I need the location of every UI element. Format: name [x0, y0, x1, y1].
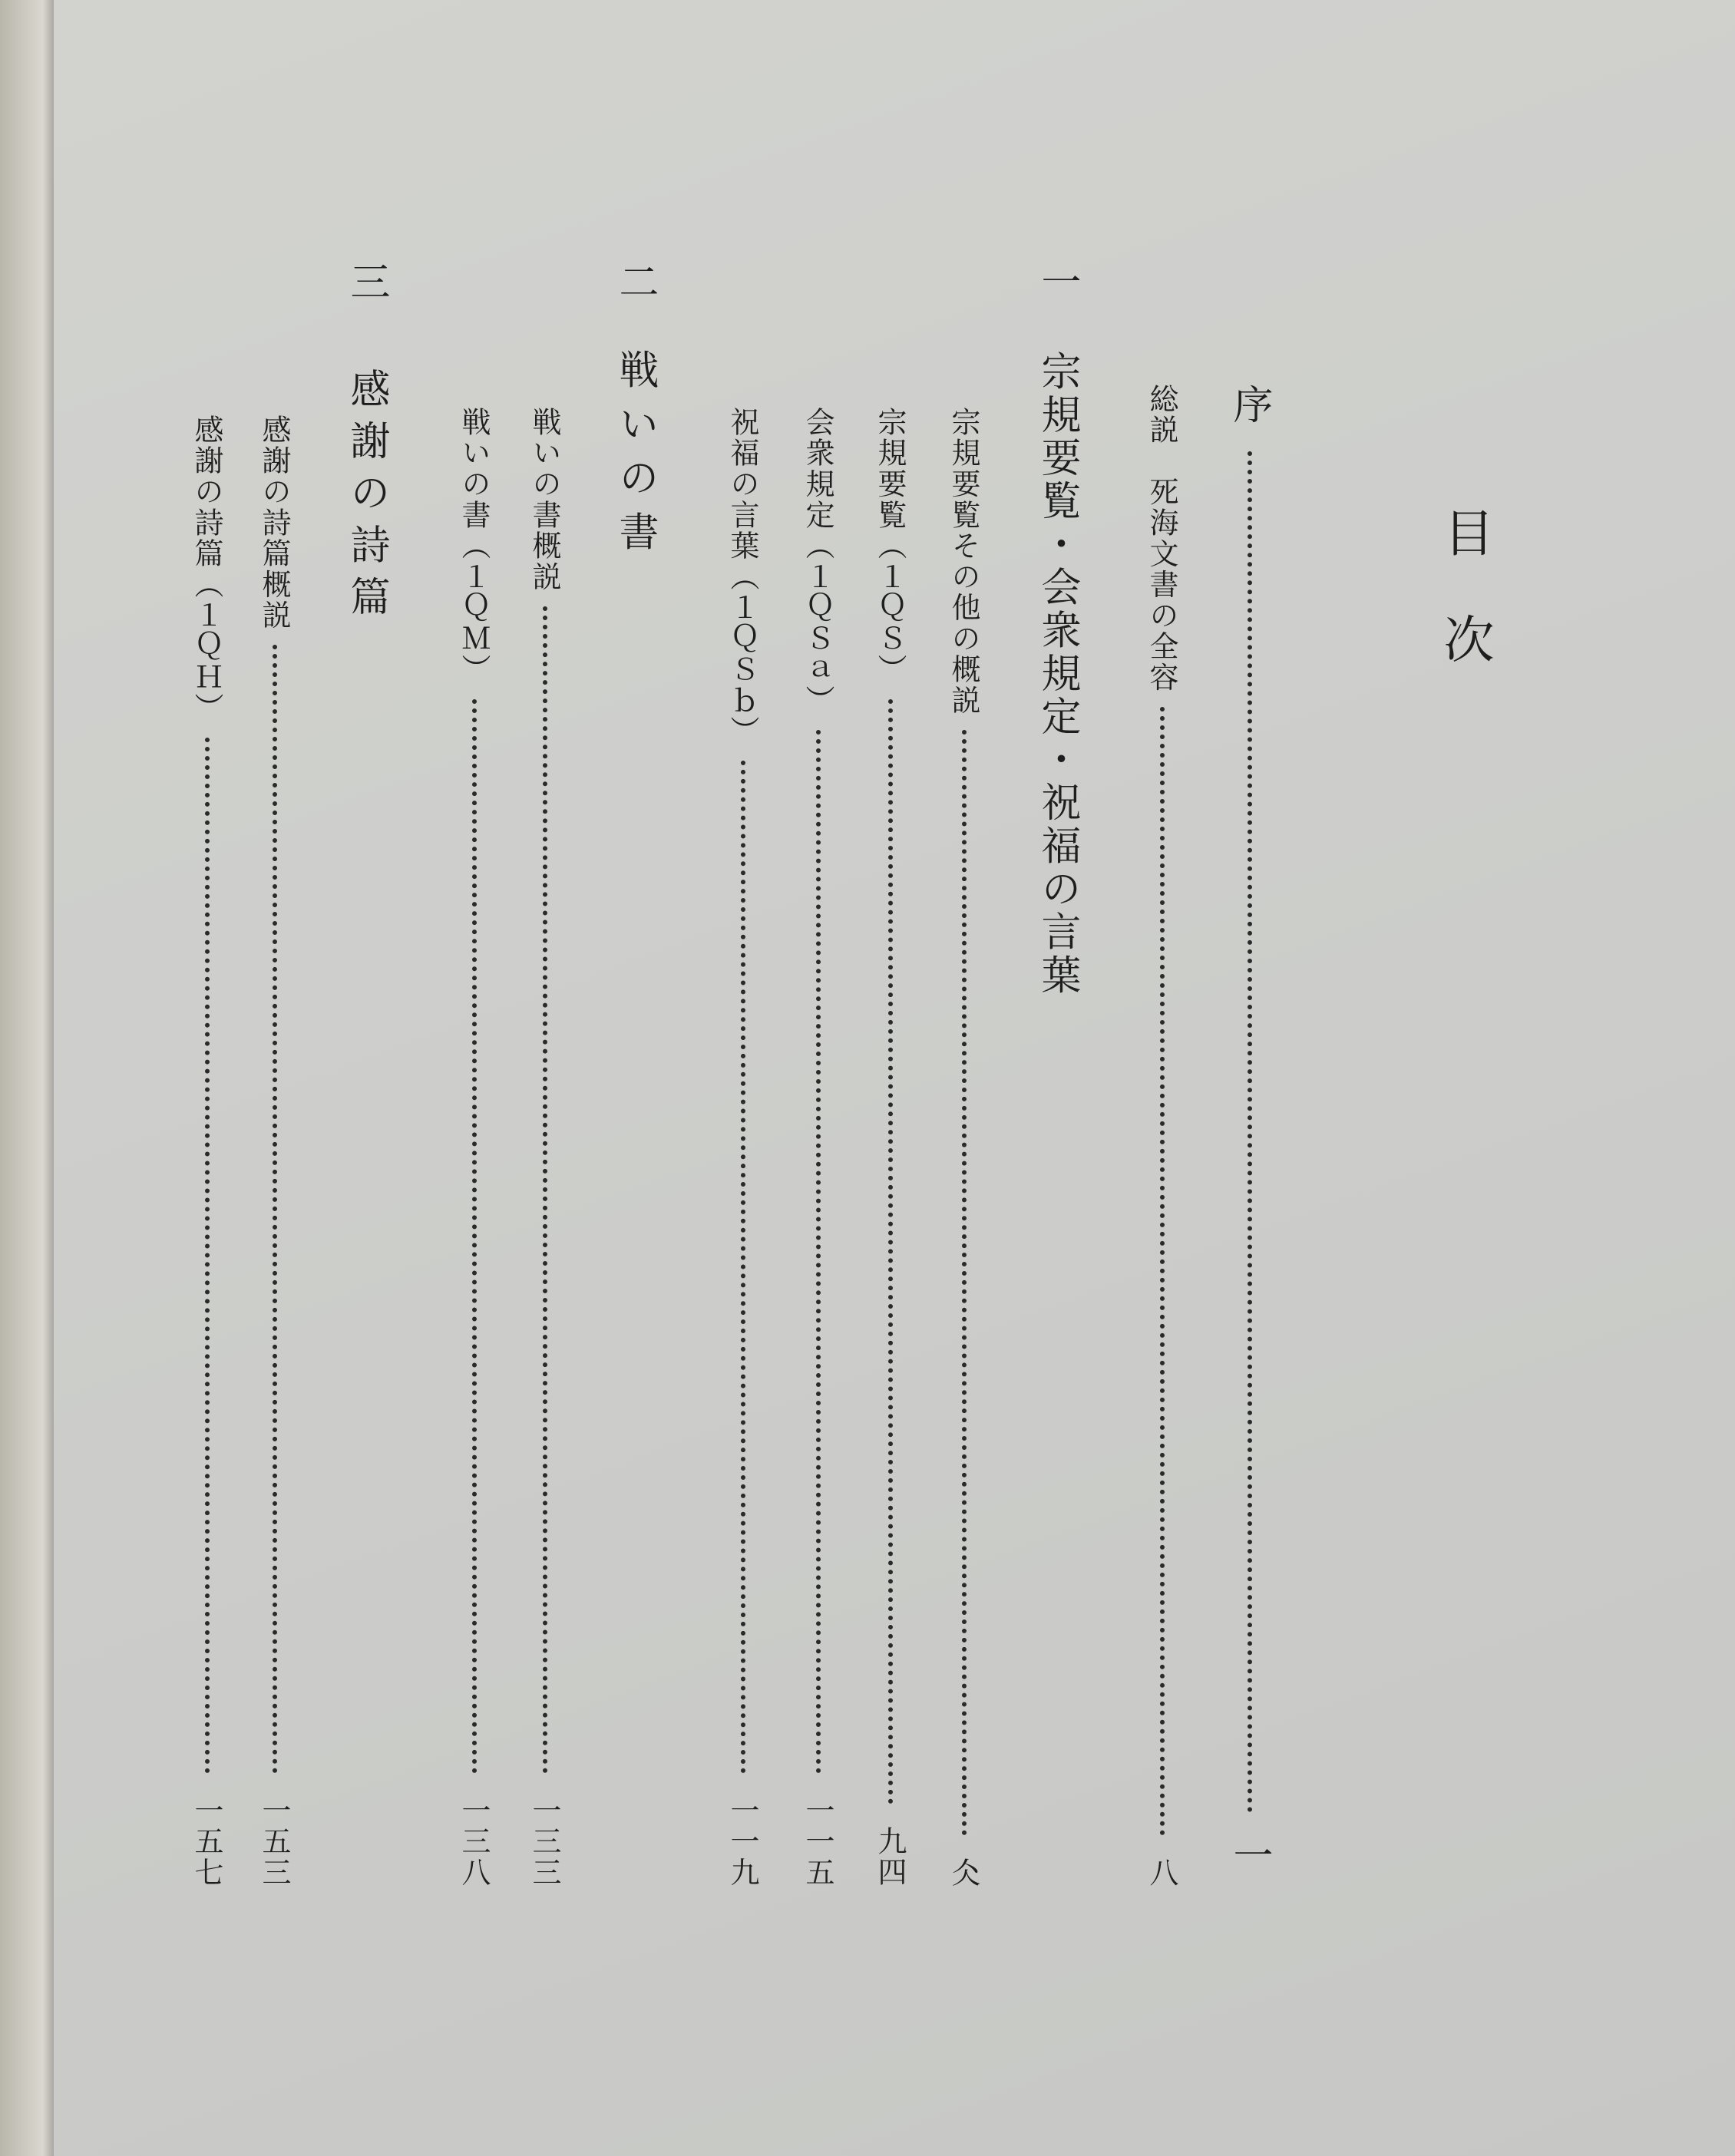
toc-entry-label: 戦いの書（１ＱＭ） [457, 407, 491, 685]
page-title: 目次 [1435, 507, 1494, 720]
dot-leader [472, 699, 477, 1775]
toc-page-number: 一三三 [527, 1795, 561, 1888]
toc-page [54, 0, 1735, 2156]
toc-entry-label: 総説 死海文書の全容 [1145, 384, 1178, 693]
section-heading[interactable] [606, 261, 664, 691]
toc-entry[interactable] [797, 407, 839, 1888]
toc-entry-label: 戦いの書概説 [527, 407, 561, 593]
toc-page-number: 一五七 [190, 1795, 223, 1888]
dot-leader [816, 730, 821, 1774]
section-marker: 三 [343, 261, 389, 313]
toc-page-number: 一 [1226, 1834, 1272, 1888]
section-marker: 一 [1034, 261, 1080, 305]
dot-leader [1160, 707, 1165, 1836]
toc-page-number: 一五三 [257, 1795, 291, 1888]
toc-page-number: 一一九 [725, 1795, 759, 1888]
dot-leader [962, 730, 967, 1836]
section-heading[interactable] [1029, 261, 1086, 1028]
toc-entry[interactable] [186, 414, 228, 1888]
toc-entry-label: 宗規要覧（１ＱＳ） [873, 407, 907, 685]
dot-leader [888, 699, 893, 1805]
toc-entry-label: 祝福の言葉（１ＱＳｂ） [725, 407, 759, 748]
toc-entry-label: 宗規要覧その他の概説 [947, 407, 980, 716]
toc-entry-overview[interactable] [1141, 384, 1183, 1888]
dot-leader [205, 738, 210, 1774]
toc-entry[interactable] [253, 414, 296, 1888]
section-marker: 二 [612, 261, 658, 315]
toc-entry-label: 感謝の詩篇（１ＱＨ） [190, 414, 223, 724]
binding-margin [0, 0, 54, 2156]
dot-leader [1248, 451, 1252, 1813]
toc-entry[interactable] [453, 407, 495, 1888]
section-title: 感謝の詩篇 [343, 368, 389, 628]
toc-entry-label: 序 [1226, 384, 1272, 438]
dot-leader [543, 606, 547, 1774]
dot-leader [273, 645, 277, 1774]
toc-page-number: 仌 [947, 1857, 980, 1888]
toc-entry[interactable] [722, 407, 764, 1888]
toc-entry[interactable] [943, 407, 985, 1888]
toc-page-number: 九四 [873, 1826, 907, 1888]
toc-page-number: 八 [1145, 1857, 1178, 1888]
section-title: 宗規要覧・会衆規定・祝福の言葉 [1034, 350, 1080, 998]
toc-entry[interactable] [869, 407, 911, 1888]
toc-entry[interactable] [524, 407, 566, 1888]
toc-entry-label: 感謝の詩篇概説 [257, 414, 291, 631]
section-title: 戦いの書 [612, 348, 658, 565]
toc-entry-label: 会衆規定（１ＱＳａ） [801, 407, 834, 716]
toc-entry-preface[interactable] [1221, 384, 1278, 1888]
section-heading[interactable] [338, 261, 395, 691]
dot-leader [741, 761, 745, 1774]
toc-page-number: 一三八 [457, 1795, 491, 1888]
toc-page-number: 一一五 [801, 1795, 834, 1888]
